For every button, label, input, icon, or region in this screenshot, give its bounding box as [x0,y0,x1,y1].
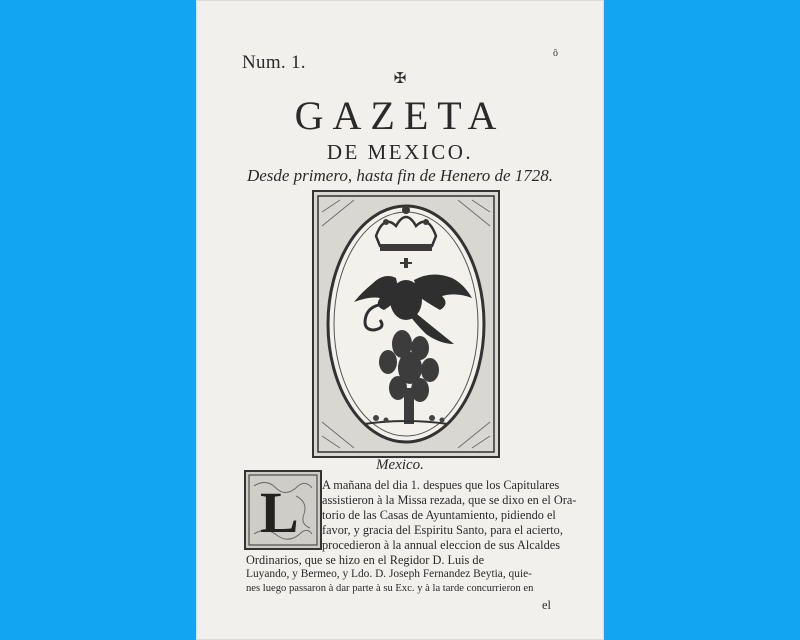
gazette-page [196,0,604,640]
body-line: Ordinarios, que se hizo en el Regidor D. Luis de [246,553,485,567]
gazette-dateline: Desde primero, hasta fin de Henero de 1728. [246,166,554,185]
initial-letter: L [260,480,299,545]
decorated-initial-letter [244,470,322,550]
body-line: nes luego passaron à dar parte à su Exc. y à la tarde concurrieron en [246,583,534,594]
body-line: torio de las Casas de Ayuntamiento, pidiendo el [322,508,556,522]
issue-number: Num. 1. [242,52,306,73]
body-line: A mañana del dia 1. despues que los Capitulares [322,478,560,492]
crowned-eagle-on-cactus-icon [312,190,500,458]
body-line: Luyando, y Bermeo, y Ldo. D. Joseph Fernandez Beytia, quie- [246,568,532,580]
ornament-cross-icon: ✠ [393,71,407,87]
body-line: el [542,598,551,612]
body-line: procedieron à la annual eleccion de sus Alcaldes [322,538,560,552]
body-line: favor, y gracia del Espiritu Santo, para el acierto, [322,523,563,537]
gazette-subtitle: DE MEXICO. [326,140,474,164]
dateline-place: Mexico. [376,457,424,473]
body-line: assistieron à la Missa rezada, que se dixo en el Ora- [322,493,577,507]
gazette-title: GAZETA [294,93,506,138]
corner-mark: ô [553,48,558,59]
